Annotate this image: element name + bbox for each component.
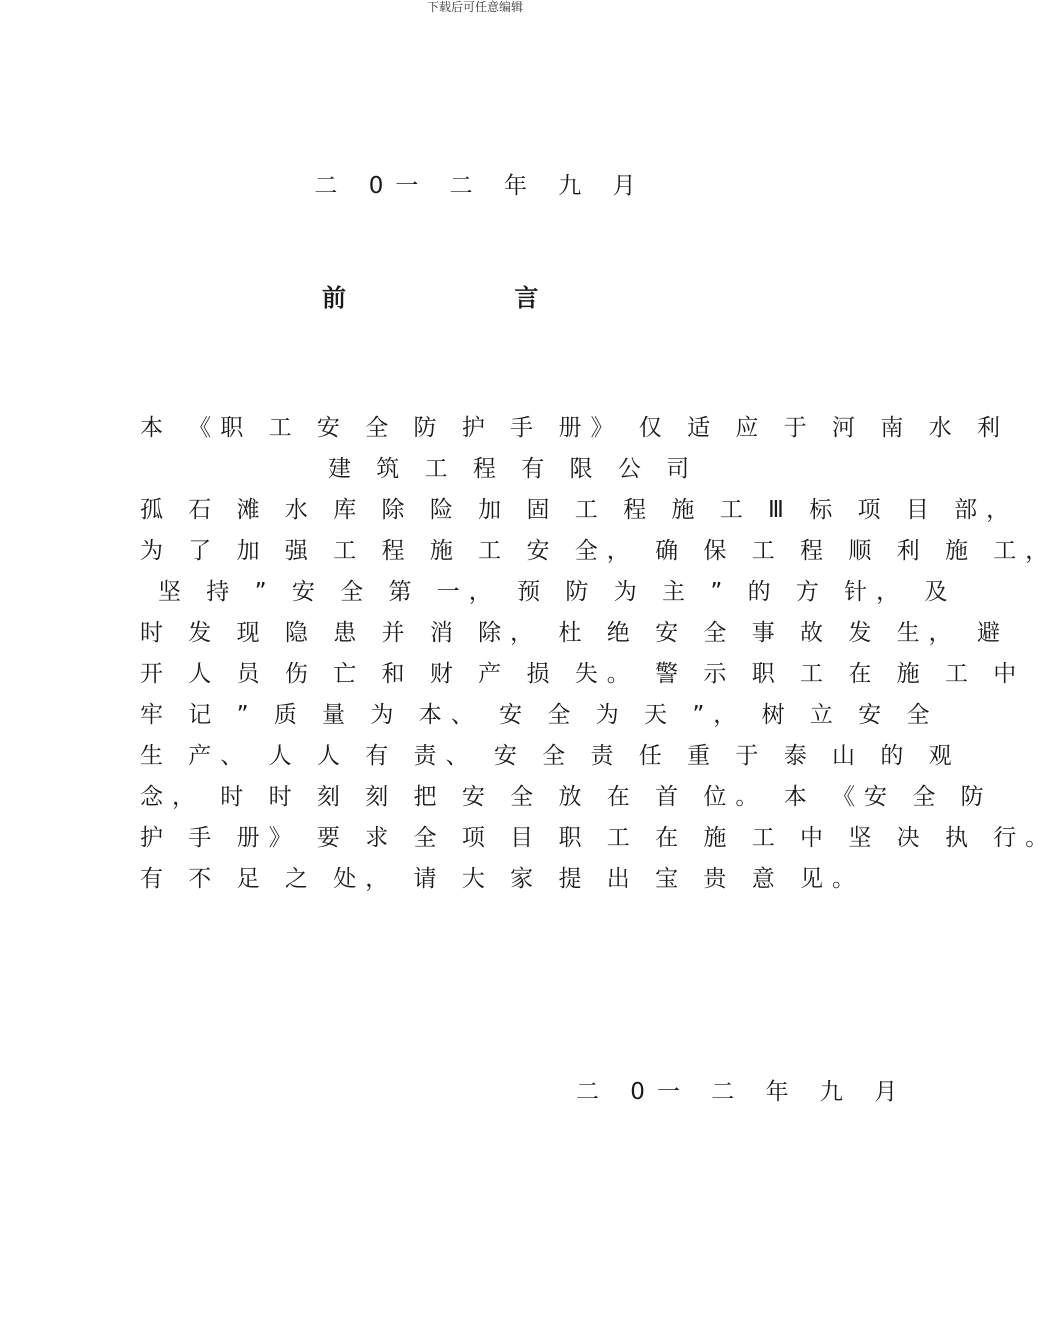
preface-line: 孤 石 滩 水 库 除 险 加 固 工 程 施 工 Ⅲ 标 项 目 部，	[140, 497, 1019, 523]
preface-line: 生 产、 人 人 有 责、 安 全 责 任 重 于 泰 山 的 观	[140, 743, 961, 769]
preface-line: 本 《职 工 安 全 防 护 手 册》 仅 适 应 于 河 南 水 利	[140, 415, 1009, 441]
cover-date: 二 0一 二 年 九 月	[314, 173, 648, 199]
preface-line: 建 筑 工 程 有 限 公 司	[328, 456, 699, 482]
preface-line: 有 不 足 之 处， 请 大 家 提 出 宝 贵 意 见。	[140, 866, 865, 892]
page-header-note: 下载后可任意编辑	[426, 0, 523, 14]
preface-line: 时 发 现 隐 患 并 消 除， 杜 绝 安 全 事 故 发 生， 避	[140, 620, 1009, 646]
preface-line: 开 人 员 伤 亡 和 财 产 损 失。 警 示 职 工 在 施 工 中	[140, 661, 1026, 687]
preface-line: 念， 时 时 刻 刻 把 安 全 放 在 首 位。 本 《安 全 防	[140, 784, 993, 810]
preface-line: 为 了 加 强 工 程 施 工 安 全， 确 保 工 程 顺 利 施 工，	[140, 538, 1057, 564]
preface-title: 前 言	[322, 284, 619, 312]
preface-line: 坚 持 ” 安 全 第 一， 预 防 为 主 ” 的 方 针， 及	[158, 579, 957, 605]
preface-line: 护 手 册》 要 求 全 项 目 职 工 在 施 工 中 坚 决 执 行。	[140, 825, 1057, 851]
preface-line: 牢 记 ” 质 量 为 本、 安 全 为 天 ”， 树 立 安 全	[140, 702, 939, 728]
preface-body	[140, 408, 1057, 900]
signature-date: 二 0一 二 年 九 月	[576, 1079, 910, 1105]
